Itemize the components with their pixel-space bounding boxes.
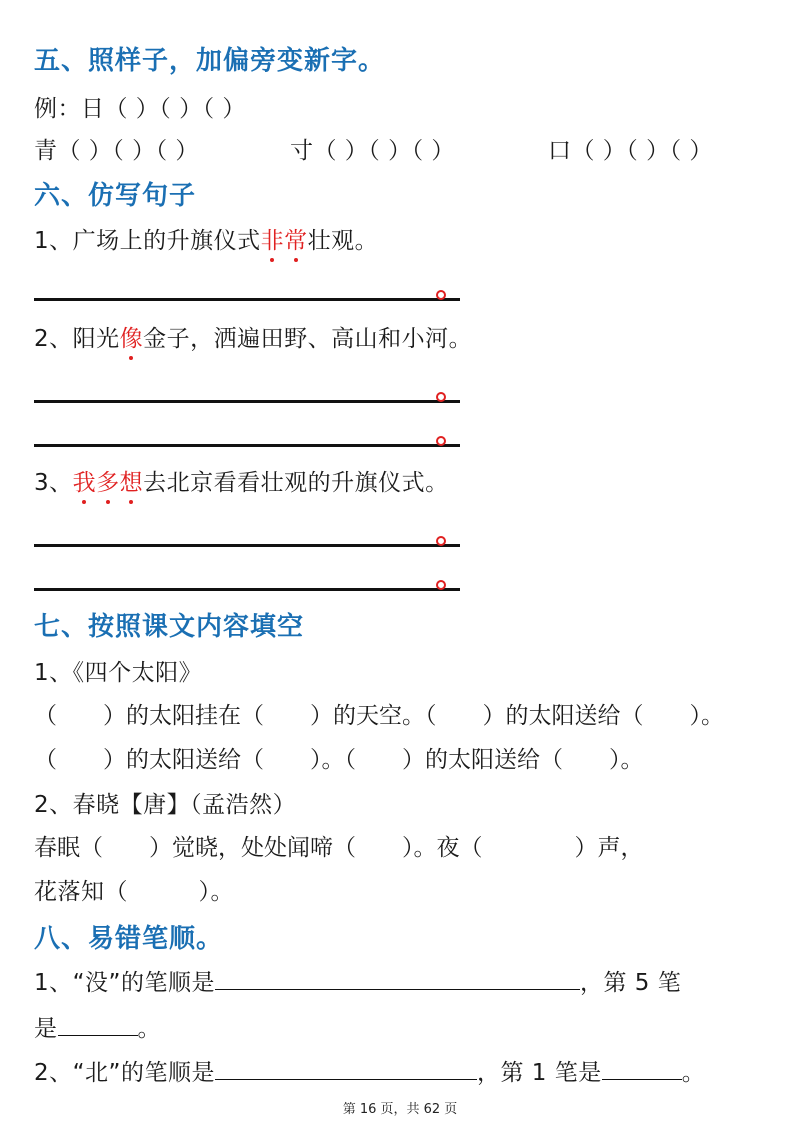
section7-q2-line2: 花落知（ ）。 [34,879,234,905]
q3-key-char: 想 [120,464,144,497]
q2-suffix: 金子，洒遍田野、高山和小河。 [143,326,473,352]
section8-q2 [34,1054,705,1087]
q1-key-char: 常 [284,222,308,255]
answer-blank [58,1015,138,1036]
answer-blank [215,969,580,990]
section6-q3 [34,464,449,497]
answer-blank [215,1059,477,1080]
end-circle-icon [436,290,446,300]
section5-title: 五、照样子，加偏旁变新字。 [34,46,386,76]
section7-title: 七、按照课文内容填空 [34,612,305,642]
q2-mid: ，第 1 笔是 [476,1060,602,1086]
q1-key-char: 非 [261,222,285,255]
section6-title: 六、仿写句子 [34,181,197,211]
end-circle-icon [436,392,446,402]
section5-item-qing: 青（ ）（ ）（ ） [34,138,199,164]
answer-blank [602,1059,682,1080]
q1-mid: ，第 5 笔 [579,970,682,996]
end-circle-icon [436,580,446,590]
answer-line [34,544,460,547]
q1-prefix: 1、广场上的升旗仪式 [34,228,261,254]
q1-suffix: 壮观。 [307,228,379,254]
answer-line [34,400,460,403]
q2-suffix: 。 [681,1060,706,1086]
section7-q2-line1: 春眠（ ）觉晓，处处闻啼（ ）。夜（ ）声， [34,835,644,861]
section8-q1-cont [34,1010,161,1043]
page-footer: 第 16 页，共 62 页 [342,1102,458,1117]
q3-key-char: 我 [73,464,97,497]
section6-q2 [34,320,472,353]
answer-line [34,444,460,447]
q3-prefix: 3、 [34,470,73,496]
section8-q1 [34,964,681,997]
section7-q1-title: 1、《四个太阳》 [34,660,203,686]
q3-key-char: 多 [96,464,120,497]
end-circle-icon [436,436,446,446]
section5-item-kou: 口（ ）（ ）（ ） [548,138,713,164]
section5-example: 例：日（ ）（ ）（ ） [34,96,246,122]
q3-suffix: 去北京看看壮观的升旗仪式。 [143,470,449,496]
section7-q1-line2: （ ）的太阳送给（ ）。（ ）的太阳送给（ ）。 [34,747,644,773]
q1-line2-suffix: 。 [137,1016,161,1042]
section7-q2-title: 2、春晓【唐】（孟浩然） [34,792,297,818]
section6-q1 [34,222,378,255]
q2-key-char: 像 [120,320,144,353]
section7-q1-line1: （ ）的太阳挂在（ ）的天空。（ ）的太阳送给（ ）。 [34,703,724,729]
answer-line [34,588,460,591]
end-circle-icon [436,536,446,546]
section5-item-cun: 寸（ ）（ ）（ ） [290,138,455,164]
q1-line2-prefix: 是 [34,1016,58,1042]
answer-line [34,298,460,301]
section8-title: 八、易错笔顺。 [34,924,224,954]
q2-prefix: 2、阳光 [34,326,120,352]
q2-prefix: 2、“北”的笔顺是 [34,1060,215,1086]
q1-prefix: 1、“没”的笔顺是 [34,970,215,996]
